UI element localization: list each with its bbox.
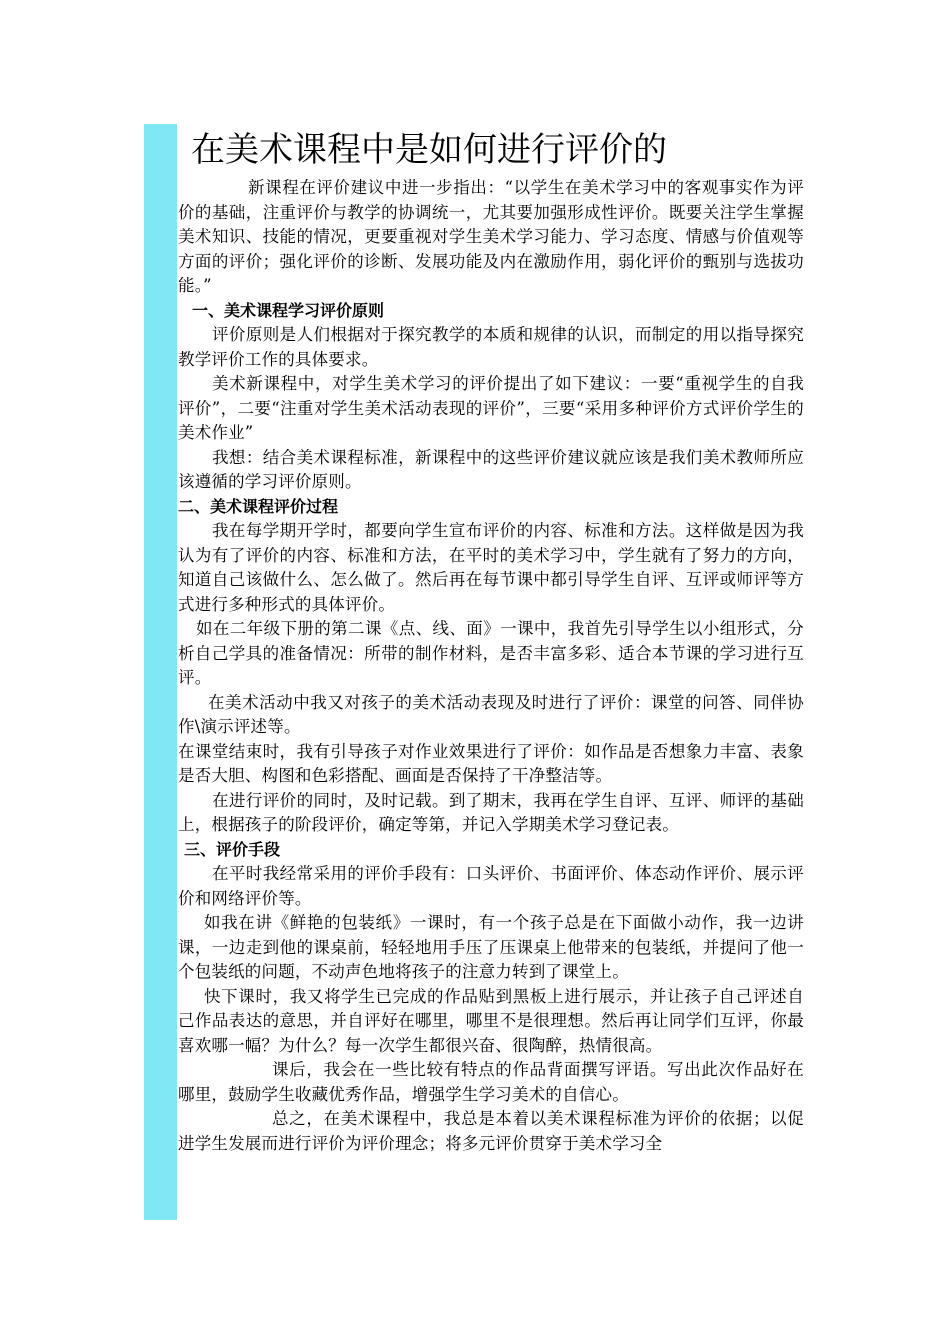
document-body [178,124,804,1156]
paragraph: 如我在讲《鲜艳的包装纸》一课时，有一个孩子总是在下面做小动作，我一边讲课，一边走到他的课桌前，轻轻地用手压了压课桌上他带来的包装纸，并提问了他一个包装纸的问题，不动声色地将孩子的注意力转到了课堂上。 [178,913,804,981]
paragraph: 快下课时，我又将学生已完成的作品贴到黑板上进行展示，并让孩子自己评述自己作品表达的意思，并自评好在哪里，哪里不是很理想。然后再让同学们互评，你最喜欢哪一幅？为什么？每一次学生都很兴奋、很陶醉，热情很高。 [178,986,804,1055]
paragraph: 我想：结合美术课程标准，新课程中的这些评价建议就应该是我们美术教师所应该遵循的学习评价原则。 [178,447,804,491]
section-heading: 二、美术课程评价过程 [178,496,339,516]
paragraph: 在美术活动中我又对孩子的美术活动表现及时进行了评价：课堂的问答、同伴协作\演示评述等。 [178,692,804,736]
document-blocks [178,176,804,1156]
paragraph: 我在每学期开学时，都要向学生宣布评价的内容、标准和方法。这样做是因为我认为有了评价的内容、标准和方法，在平时的美术学习中，学生就有了努力的方向，知道自己该做什么、怎么做了。然后再在每节课中都引导学生自评、互评或师评等方式进行多种形式的具体评价。 [178,521,804,614]
paragraph: 总之，在美术课程中，我总是本着以美术课程标准为评价的依据；以促进学生发展而进行评价为评价理念；将多元评价贯穿于美术学习全 [178,1109,804,1153]
paragraph: 新课程在评价建议中进一步指出：“以学生在美术学习中的客观事实作为评价的基础，注重评价与教学的协调统一，尤其要加强形成性评价。既要关注学生掌握美术知识、技能的情况，更要重视对学生美术学习能力、学习态度、情感与价值观等方面的评价；强化评价的诊断、发展功能及内在激励作用，弱化评价的甄别与选拔功能。” [178,178,804,295]
paragraph: 如在二年级下册的第二课《点、线、面》一课中，我首先引导学生以小组形式，分析自己学具的准备情况：所带的制作材料，是否丰富多彩、适合本节课的学习进行互评。 [178,619,804,687]
section-heading: 一、美术课程学习评价原则 [192,300,385,320]
paragraph: 在进行评价的同时，及时记载。到了期末，我再在学生自评、互评、师评的基础上，根据孩子的阶段评价，确定等第，并记入学期美术学习登记表。 [178,790,804,834]
accent-bar [144,124,177,1220]
paragraph: 在平时我经常采用的评价手段有：口头评价、书面评价、体态动作评价、展示评价和网络评价等。 [178,864,804,908]
paragraph: 评价原则是人们根据对于探究教学的本质和规律的认识，而制定的用以指导探究教学评价工作的具体要求。 [178,325,804,369]
section-heading: 三、评价手段 [184,839,281,859]
document-title: 在美术课程中是如何进行评价的 [191,130,667,170]
paragraph: 美术新课程中，对学生美术学习的评价提出了如下建议：一要“重视学生的自我评价”，二要“注重对学生美术活动表现的评价”，三要“采用多种评价方式评价学生的美术作业” [178,374,804,442]
paragraph: 课后，我会在一些比较有特点的作品背面撰写评语。写出此次作品好在哪里，鼓励学生收藏优秀作品，增强学生学习美术的自信心。 [178,1060,804,1104]
paragraph: 在课堂结束时，我有引导孩子对作业效果进行了评价：如作品是否想象力丰富、表象是否大胆、构图和色彩搭配、画面是否保持了干净整洁等。 [178,741,804,785]
